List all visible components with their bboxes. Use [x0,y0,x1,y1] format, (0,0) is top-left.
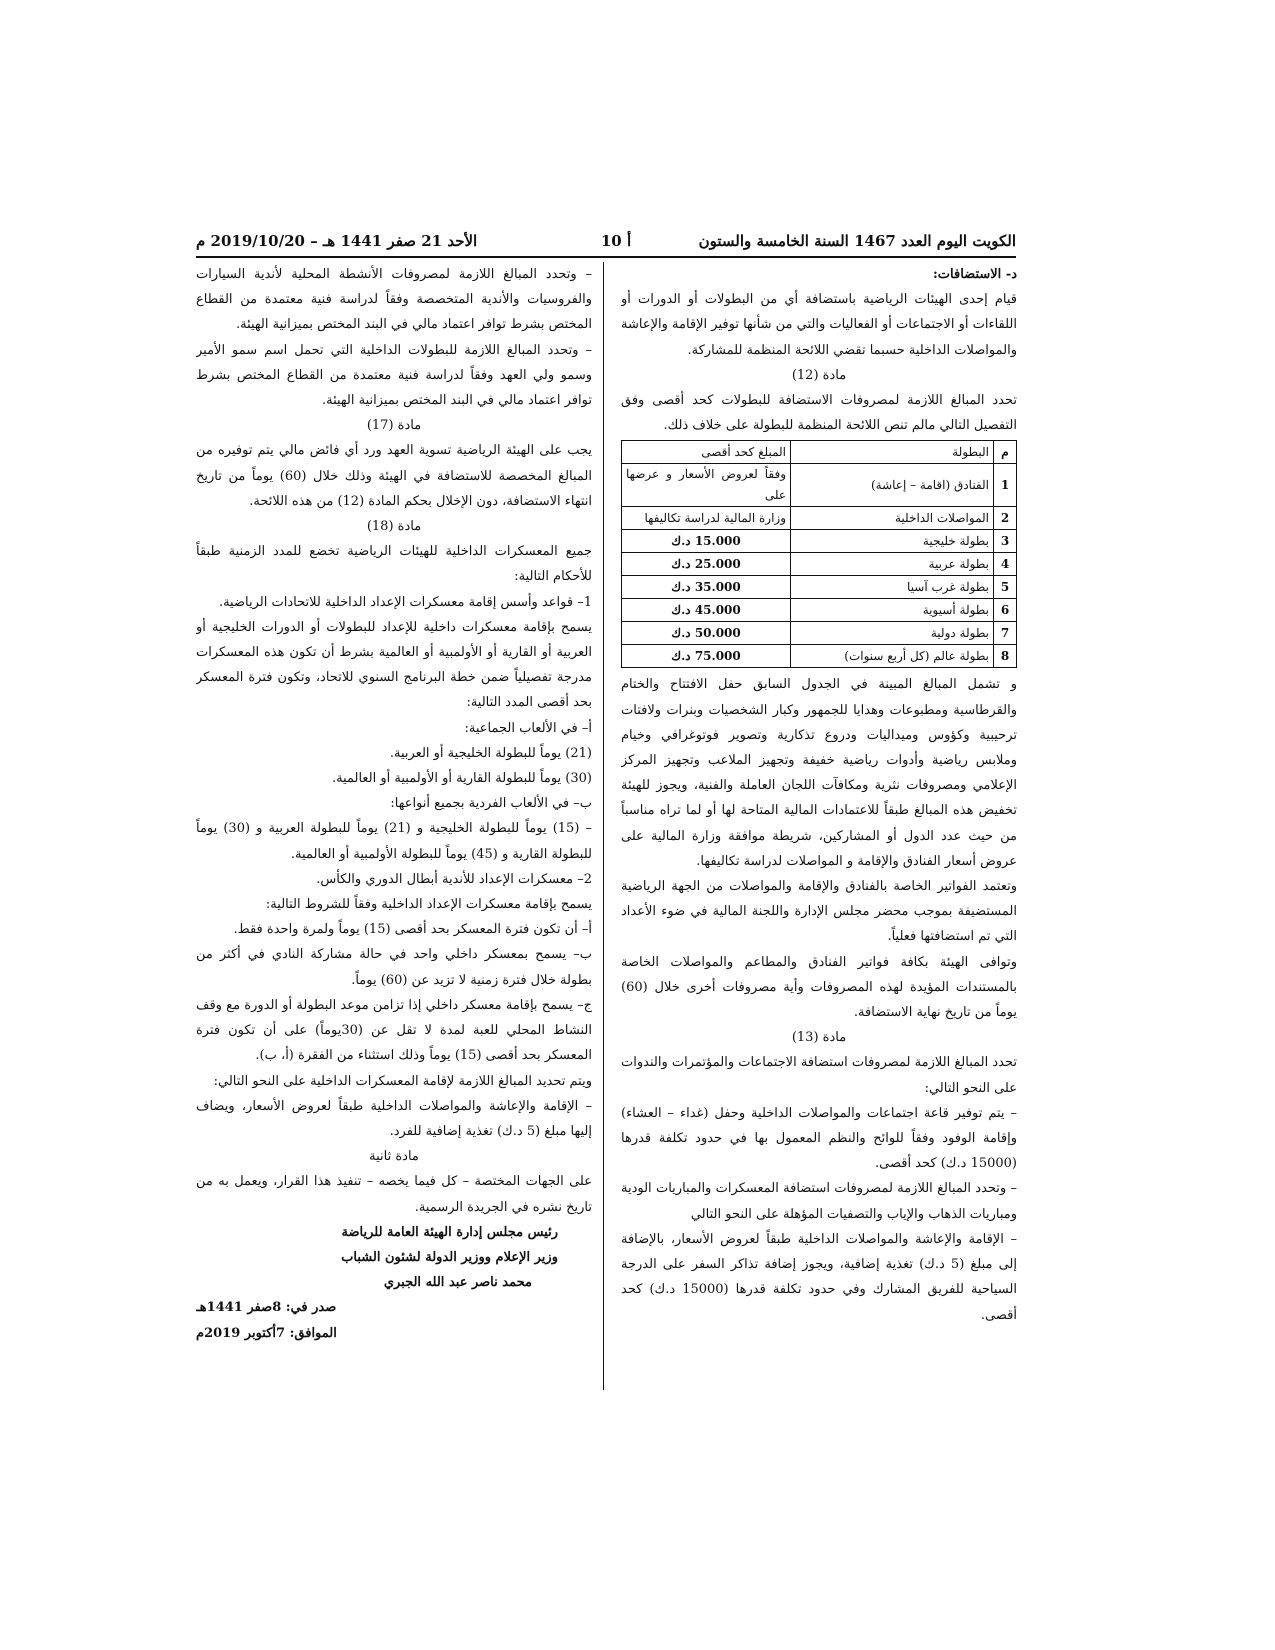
paragraph: على الجهات المختصة – كل فيما يخصه – تنفيذ هذا القرار، ويعمل به من تاريخ نشره في الجريدة الرسمية. [196,1174,592,1215]
header-date: الأحد 21 صفر 1441 هـ – 2019/10/20 م [196,232,478,250]
table-row [622,553,1017,576]
paragraph: وتوافى الهيئة بكافة فواتير الفنادق والمطاعم والمواصلات الخاصة بالمستندات المؤيدة لهذه المصروفات وأية مصروفات أخرى خلال (60) يوماً من تاريخ نهاية الاستضافة. [621,954,1017,1021]
paragraph: ويتم تحديد المبالغ اللازمة لإقامة المعسكرات الداخلية على النحو التالي: [213,1073,592,1089]
table-cell: 2 [994,507,1017,530]
table-row [622,576,1017,599]
paragraph: – وتحدد المبالغ اللازمة للبطولات الداخلية التي تحمل اسم سمو الأمير وسمو ولي العهد وفقاً لدراسة فنية معتمدة من القطاع المختص بشرط توافر اعتماد مالي في البند المختص بميزانية الهيئة. [196,342,592,409]
issue-date-gregorian: الموافق: 7أكتوبر 2019م [196,1325,337,1341]
paragraph: قيام إحدى الهيئات الرياضية باستضافة أي من البطولات أو الدورات أو اللقاءات أو الاجتماعات أو الفعاليات والتي من شأنها توفير الإقامة والإعاشة والمواصلات الداخلية حسبما تقضي اللائحة المنظمة للمشاركة. [621,292,1017,358]
table-cell: 35.000 د.ك [622,576,791,599]
table-row [622,464,1017,507]
table-cell: 6 [994,599,1017,622]
article-heading: مادة ثانية [369,1149,419,1165]
page-header [196,228,1016,258]
article-heading: مادة (17) [366,418,422,434]
article-heading: مادة (12) [791,367,847,383]
article-heading: مادة (18) [366,519,422,535]
header-rule [196,256,1016,258]
hosting-amounts-table [621,440,1017,668]
paragraph: (21) يوماً للبطولة الخليجية أو العربية. [389,745,592,761]
table-cell: 50.000 د.ك [622,622,791,645]
table-cell: 15.000 د.ك [622,530,791,553]
issue-date: صدر في: 8صفر 1441هـ [196,1300,337,1316]
table-cell: وفقاً لعروض الأسعار و عرضها على [622,464,791,507]
paragraph: تحدد المبالغ اللازمة لمصروفات الاستضافة للبطولات كحد أقصى وفق التفصيل التالي مالم تنص اللائحة المنظمة للبطولة على خلاف ذلك. [621,393,1017,434]
table-cell: 8 [994,645,1017,668]
table-cell: 5 [994,576,1017,599]
paragraph: – (15) يوماً للبطولة الخليجية و (21) يوماً للبطولة العربية و (30) يوماً للبطولة القارية و (45) يوماً للبطولة الأولمبية أو العالمية. [196,821,592,862]
table-cell: 25.000 د.ك [622,553,791,576]
table-row [622,507,1017,530]
paragraph: أ– أن تكون فترة المعسكر بحد أقصى (15) يوماً ولمرة واحدة فقط. [233,922,592,938]
paragraph: و تشمل المبالغ المبينة في الجدول السابق حفل الافتتاح والختام والقرطاسية ومطبوعات وهدايا للجمهور وكبار الشخصيات وبنرات ولافتات ترحيبية وكؤوس وميداليات ودروع تذكارية وتصوير فوتوغرافي وخيام وملابس رياضية وأدوات رياضية خفيفة وتجهيز الملاعب وتجهيز المركز الإعلامي ومصروفات نثرية ومكافآت اللجان العاملة والفنية، ويجوز للهيئة تخفيض هذه المبالغ طبقاً للاعتمادات المالية المتاحة لها أو لما تراه مناسباً من حيث عدد الدول أو المشاركين، شريطة موافقة وزارة المالية على عروض أسعار الفنادق والإقامة و المواصلات لدراسة تكاليفها. [621,677,1017,869]
left-column [196,262,592,1392]
paragraph: وتعتمد الفواتير الخاصة بالفنادق والإقامة والمواصلات من الجهة الرياضية المستضيفة بموجب محضر مجلس الإدارة واللجنة المالية في ضوء الأعداد التي تم استضافتها فعلياً. [621,879,1017,945]
paragraph: ب– في الألعاب الفردية بجميع أنواعها: [390,796,592,812]
table-header-row [622,441,1017,464]
table-header-cell: م [994,441,1017,464]
table-cell: بطولة خليجية [791,530,994,553]
paragraph: – وتحدد المبالغ اللازمة لمصروفات استضافة المعسكرات والمباريات الودية ومباريات الذهاب والإياب والتصفيات المؤهلة على النحو التالي [621,1181,1017,1222]
table-cell: 75.000 د.ك [622,645,791,668]
paragraph: تحدد المبالغ اللازمة لمصروفات استضافة الاجتماعات والمؤتمرات والندوات على النحو التالي: [621,1055,1017,1096]
header-publication: الكويت اليوم العدد 1467 السنة الخامسة والستون [698,232,1016,250]
paragraph: يسمح بإقامة معسكرات داخلية للإعداد للبطولات أو الدورات الخليجية أو العربية أو القارية أو الأولمبية أو العالمية بشرط أن تكون هذه المعسكرات مدرجة تفصيلياً ضمن خطة البرنامج السنوي للاتحاد، وتكون فترة المعسكر بحد أقصى المدد التالية: [196,619,592,711]
table-header-cell: البطولة [791,441,994,464]
table-cell: الفنادق (اقامة – إعاشة) [791,464,994,507]
paragraph: 2– معسكرات الإعداد للأندية أبطال الدوري والكأس. [316,871,592,887]
table-row [622,599,1017,622]
paragraph: يسمح بإقامة معسكرات الإعداد الداخلية وفقاً للشروط التالية: [265,897,592,913]
paragraph: – وتحدد المبالغ اللازمة لمصروفات الأنشطة المحلية لأندية السيارات والفروسيات والأندية المتخصصة وفقاً لدراسة فنية معتمدة من القطاع المختص بشرط توافر اعتماد مالي في البند المختص بميزانية الهيئة. [196,267,592,333]
column-divider [603,262,604,1390]
header-page-number: أ 10 [600,232,632,250]
signatory-name: محمد ناصر عبد الله الجبري [383,1275,532,1291]
paragraph: 1– قواعد وأسس إقامة معسكرات الإعداد الداخلية للاتحادات الرياضية. [218,594,592,610]
signatory-title: رئيس مجلس إدارة الهيئة العامة للرياضة [341,1224,558,1240]
paragraph: ب– يسمح بمعسكر داخلي واحد في حالة مشاركة النادي في أكثر من بطولة خلال فترة زمنية لا تزيد عن (60) يوماً. [196,947,592,988]
paragraph: جميع المعسكرات الداخلية للهيئات الرياضية تخضع للمدد الزمنية طبقاً للأحكام التالية: [196,544,592,585]
article-heading: مادة (13) [791,1030,847,1046]
table-cell: بطولة دولية [791,622,994,645]
table-row [622,622,1017,645]
table-cell: بطولة عالم (كل أربع سنوات) [791,645,994,668]
table-cell: بطولة غرب آسيا [791,576,994,599]
paragraph: – الإقامة والإعاشة والمواصلات الداخلية طبقاً لعروض الأسعار، بالإضافة إلى مبلغ (5 د.ك) تغذية إضافية، ويجوز إضافة تذاكر السفر على الدرجة السياحية للفريق المشارك وفي حدود تكلفة قدرها (15000 د.ك) كحد أقصى. [621,1231,1017,1323]
paragraph: – يتم توفير قاعة اجتماعات والمواصلات الداخلية وحفل (غداء – العشاء) وإقامة الوفود وفقاً للوائح والنظم المعمول بها في حدود تكلفة قدرها (15000 د.ك) كحد أقصى. [621,1105,1017,1172]
paragraph: (30) يوماً للبطولة القارية أو الأولمبية أو العالمية. [331,771,592,787]
table-cell: 1 [994,464,1017,507]
table-cell: بطولة عربية [791,553,994,576]
right-column [621,262,1017,1382]
table-row [622,645,1017,668]
signatory-title: وزير الإعلام ووزير الدولة لشئون الشباب [341,1249,558,1265]
table-cell: 4 [994,553,1017,576]
table-cell: 3 [994,530,1017,553]
table-cell: 7 [994,622,1017,645]
table-cell: بطولة أسيوية [791,599,994,622]
section-title: د- الاستضافات: [933,267,1017,282]
paragraph: يجب على الهيئة الرياضية تسوية العهد ورد أي فائض مالي يتم توفيره من المبالغ المخصصة للاستضافة في الهيئة وذلك خلال (60) يوماً من تاريخ انتهاء الاستضافة، دون الإخلال بحكم المادة (12) من هذه اللائحة. [196,443,592,509]
paragraph: – الإقامة والإعاشة والمواصلات الداخلية طبقاً لعروض الأسعار، ويضاف إليها مبلغ (5 د.ك) تغذية إضافية للفرد. [196,1098,592,1139]
paragraph: ج– يسمح بإقامة معسكر داخلي إذا تزامن موعد البطولة أو الدورة مع وقف النشاط المحلي للعبة لمدة لا تقل عن (30يوماً) على أن تكون فترة المعسكر بحد أقصى (15) يوماً وذلك استثناء من الفقرة (أ، ب). [196,997,592,1064]
table-cell: وزارة المالية لدراسة تكاليفها [622,507,791,530]
table-cell: 45.000 د.ك [622,599,791,622]
paragraph: أ– في الألعاب الجماعية: [464,720,592,736]
table-cell: المواصلات الداخلية [791,507,994,530]
table-row [622,530,1017,553]
table-header-cell: المبلغ كحد أقصى [622,441,791,464]
